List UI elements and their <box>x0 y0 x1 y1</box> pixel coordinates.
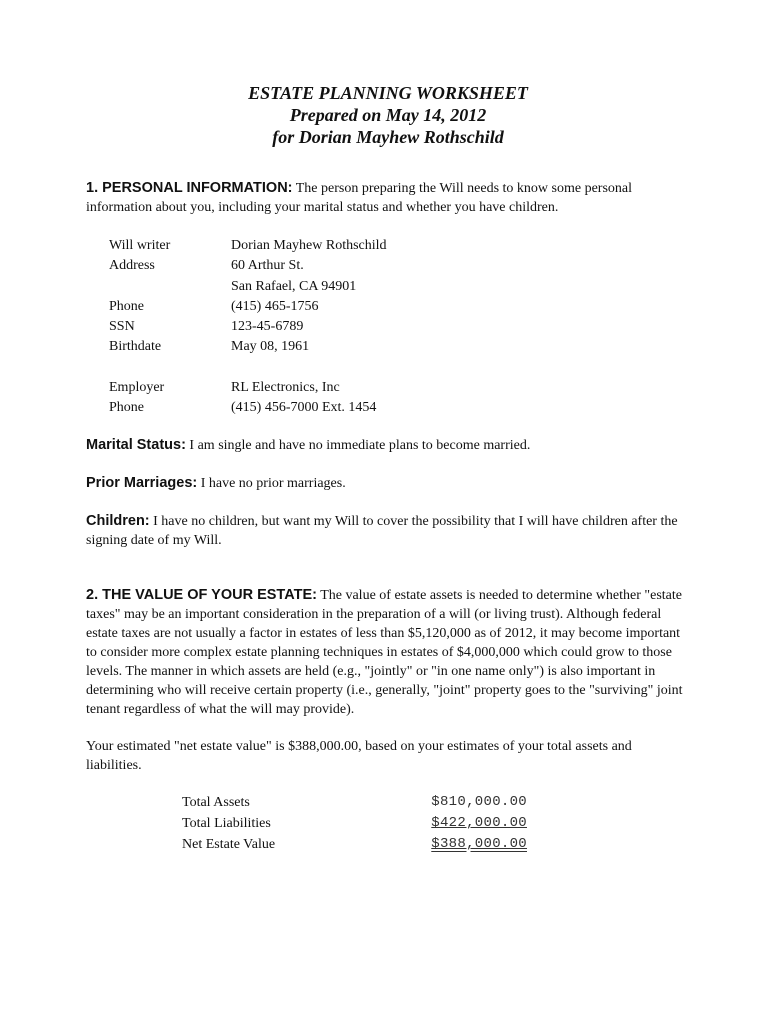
estate-text: The value of estate assets is needed to determine whether "estate taxes" may be an important consideration in the preparation of a will (or living trust). Although federal estate taxes are not usually a factor in estates of less than $5,120,000 as of 2012, it may become important to consider more complex estate planning techniques in estates of $4,000,000 which could grow to those levels. The manner in which assets are held (e.g., "jointly" or "in one name only") is also important in determining who will receive certain property (i.e., generally, "joint" property goes to the "surviving" joint tenant regardless of what the will may provide). <box>86 588 683 718</box>
info-row-ssn <box>109 317 686 337</box>
total-assets-row <box>182 792 527 813</box>
personal-heading: 1. PERSONAL INFORMATION: <box>86 180 293 196</box>
info-label: SSN <box>109 319 135 335</box>
personal-intro <box>86 179 686 217</box>
info-value: 60 Arthur St. <box>231 258 304 274</box>
info-label: Employer <box>109 379 165 395</box>
info-value: RL Electronics, Inc <box>231 379 340 395</box>
title-line-2: Prepared on May 14, 2012 <box>289 105 487 125</box>
personal-intro-text: The person preparing the Will needs to know some personal information about you, including your marital status and whether you have children. <box>86 181 633 215</box>
prior-text: I have no prior marriages. <box>197 476 346 492</box>
info-row-phone <box>109 297 686 317</box>
prior-marriages <box>86 474 686 493</box>
personal-info-table <box>109 236 686 418</box>
info-label: Phone <box>109 400 144 416</box>
prior-heading: Prior Marriages: <box>86 475 198 492</box>
info-label: Phone <box>109 298 144 314</box>
estate-heading: 2. THE VALUE OF YOUR ESTATE: <box>86 587 317 604</box>
children <box>86 512 686 550</box>
net-estate-estimate: Your estimated "net estate value" is $388,000.00, based on your estimates of your total assets and liabilities. <box>86 739 632 774</box>
info-label: Birthdate <box>109 339 162 355</box>
children-text: I have no children, but want my Will to cover the possibility that I will have children after the signing date of my Will. <box>86 514 678 549</box>
marital-status <box>86 436 686 455</box>
info-row-employer <box>109 378 686 398</box>
title-line-1: ESTATE PLANNING WORKSHEET <box>248 83 528 103</box>
info-row-address <box>109 256 686 276</box>
info-row-birthdate <box>109 337 686 357</box>
info-row-will-writer <box>109 236 686 256</box>
info-value: May 08, 1961 <box>231 339 310 355</box>
info-label: Address <box>109 258 155 274</box>
marital-heading: Marital Status: <box>86 437 186 454</box>
info-value: (415) 456-7000 Ext. 1454 <box>231 400 377 416</box>
info-value: 123-45-6789 <box>231 319 304 335</box>
estate-intro <box>86 586 686 719</box>
info-value: Dorian Mayhew Rothschild <box>231 238 387 253</box>
totals-table <box>182 792 527 855</box>
total-liabilities-row <box>182 813 527 834</box>
info-label <box>109 277 231 297</box>
info-value: San Rafael, CA 94901 <box>231 278 357 294</box>
net-estate-value: $388,000.00 <box>431 836 527 853</box>
estate-value-section <box>86 586 686 855</box>
info-label: Will writer <box>109 238 171 253</box>
total-liabilities-label: Total Liabilities <box>182 816 271 832</box>
children-heading: Children: <box>86 513 150 530</box>
title-line-3: for Dorian Mayhew Rothschild <box>272 127 504 147</box>
marital-text: I am single and have no immediate plans to become married. <box>185 438 531 454</box>
net-estate-row <box>182 834 527 855</box>
document-title <box>90 82 686 148</box>
personal-information-section <box>86 179 686 550</box>
document-page <box>86 82 686 855</box>
spacer <box>109 358 686 378</box>
total-assets-value: $810,000.00 <box>431 794 527 811</box>
total-assets-label: Total Assets <box>182 795 250 811</box>
info-value: (415) 465-1756 <box>231 298 319 314</box>
net-estate-label: Net Estate Value <box>182 837 276 853</box>
total-liabilities-value: $422,000.00 <box>431 815 527 832</box>
info-row-employer-phone <box>109 398 686 418</box>
info-row-address-city <box>109 277 686 297</box>
